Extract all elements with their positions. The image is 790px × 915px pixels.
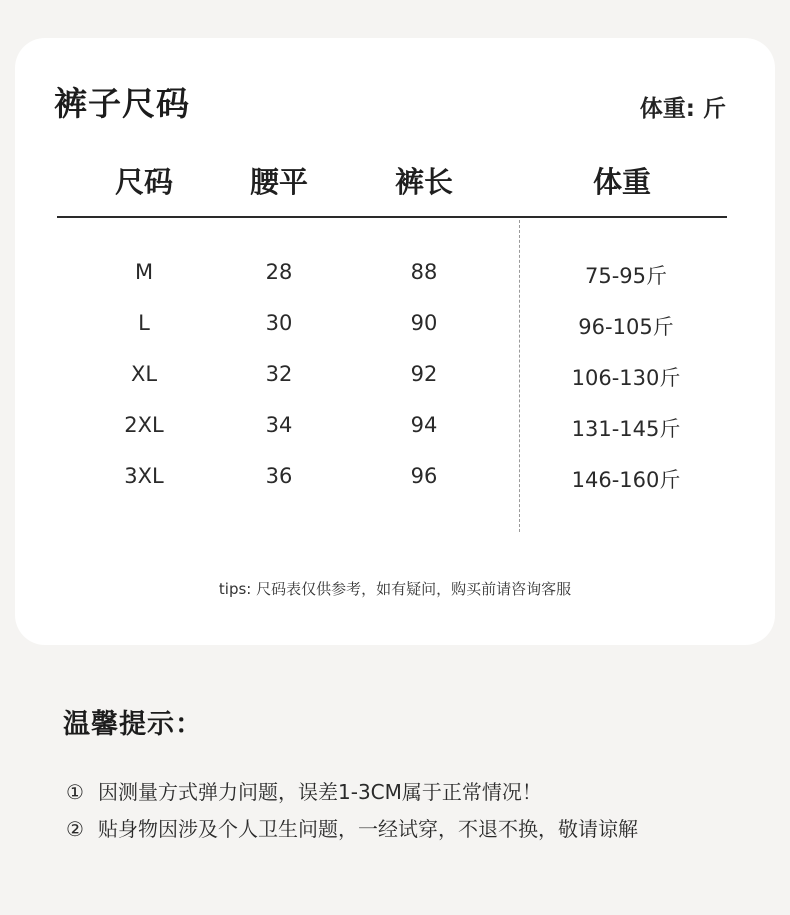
unit-note: 体重: 斤 [639, 96, 726, 122]
header-weight: 体重 [592, 165, 652, 199]
table-row [15, 311, 775, 362]
cell-size: 3XL [124, 464, 164, 488]
cell-weight: 131-145斤 [571, 417, 681, 441]
cell-size: 2XL [124, 413, 164, 437]
cell-length: 92 [410, 362, 438, 386]
cell-weight: 146-160斤 [571, 468, 681, 492]
cell-length: 94 [410, 413, 438, 437]
header-waist: 腰平 [249, 165, 309, 199]
cell-length: 88 [410, 260, 438, 284]
list-item [66, 776, 766, 813]
header-size: 尺码 [114, 165, 174, 199]
cell-length: 96 [410, 464, 438, 488]
cell-waist: 28 [265, 260, 293, 284]
cell-size: L [138, 311, 150, 335]
item-marker: ① [66, 780, 84, 804]
cell-size: XL [130, 362, 158, 386]
cell-length: 90 [410, 311, 438, 335]
table-body [15, 260, 775, 515]
item-text: 因测量方式弹力问题，误差1-3CM属于正常情况！ [98, 780, 542, 804]
item-text: 贴身物因涉及个人卫生问题，一经试穿，不退不换，敬请谅解 [98, 817, 638, 841]
list-item [66, 813, 766, 850]
header-length: 裤长 [394, 165, 454, 199]
size-chart-card [15, 38, 775, 645]
cell-waist: 36 [265, 464, 293, 488]
reminder-title: 温馨提示： [63, 709, 203, 740]
cell-size: M [134, 260, 154, 284]
cell-weight: 106-130斤 [571, 366, 681, 390]
cell-waist: 34 [265, 413, 293, 437]
cell-weight: 96-105斤 [578, 315, 674, 339]
table-row [15, 464, 775, 515]
cell-weight: 75-95斤 [584, 264, 668, 288]
header-divider [57, 216, 727, 218]
item-marker: ② [66, 817, 84, 841]
cell-waist: 32 [265, 362, 293, 386]
cell-waist: 30 [265, 311, 293, 335]
table-row [15, 260, 775, 311]
reminder-list [66, 776, 766, 850]
chart-title: 裤子尺码 [54, 84, 190, 123]
table-row [15, 362, 775, 413]
table-header [15, 160, 775, 200]
table-row [15, 413, 775, 464]
tips-note: tips: 尺码表仅供参考，如有疑问，购买前请咨询客服 [218, 580, 572, 598]
